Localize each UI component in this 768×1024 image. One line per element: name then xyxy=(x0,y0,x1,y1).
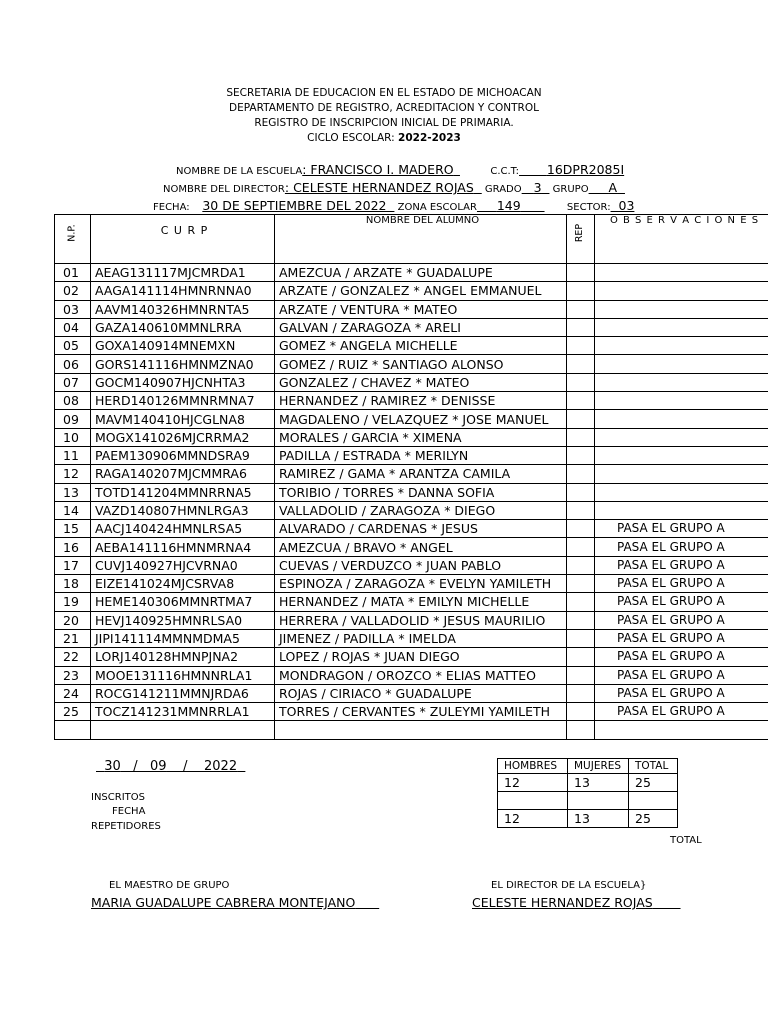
row-np: 09 xyxy=(55,410,91,428)
row-obs xyxy=(595,392,768,410)
row-nombre: JIMENEZ / PADILLA * IMELDA xyxy=(275,629,567,647)
ciclo-escolar xyxy=(0,131,768,146)
row-np: 10 xyxy=(55,428,91,446)
cct-label: C.C.T: xyxy=(490,166,520,177)
table-row xyxy=(55,483,768,501)
row-nombre: AMEZCUA / ARZATE * GUADALUPE xyxy=(275,264,567,282)
row-curp: GAZA140610MMNLRRA xyxy=(91,318,275,336)
hombres-header: HOMBRES xyxy=(498,759,568,774)
sector-value: 03 xyxy=(618,198,635,213)
ciclo-label: CICLO ESCOLAR: xyxy=(307,132,395,144)
director-label-footer: EL DIRECTOR DE LA ESCUELA} xyxy=(491,880,647,891)
row-nombre: MORALES / GARCIA * XIMENA xyxy=(275,428,567,446)
rep-mujeres xyxy=(568,792,629,810)
header-line-1: SECRETARIA DE EDUCACION EN EL ESTADO DE MICHOACAN xyxy=(226,87,542,99)
row-rep xyxy=(567,575,595,593)
table-row xyxy=(55,648,768,666)
row-np: 19 xyxy=(55,593,91,611)
row-obs xyxy=(595,318,768,336)
row-obs xyxy=(595,300,768,318)
empty-cell xyxy=(567,721,595,739)
row-rep xyxy=(567,410,595,428)
row-np: 12 xyxy=(55,465,91,483)
table-row-empty xyxy=(55,721,768,739)
curp-header: C U R P xyxy=(91,215,275,264)
date-day: 30 xyxy=(104,759,121,774)
row-rep xyxy=(567,684,595,702)
table-row xyxy=(55,520,768,538)
np-header-text: N.P. xyxy=(66,224,78,242)
row-curp: RAGA140207MJCMMRA6 xyxy=(91,465,275,483)
row-np: 23 xyxy=(55,666,91,684)
row-rep xyxy=(567,703,595,721)
row-np: 08 xyxy=(55,392,91,410)
row-np: 02 xyxy=(55,282,91,300)
table-row xyxy=(55,629,768,647)
empty-cell xyxy=(595,721,768,739)
row-np: 21 xyxy=(55,629,91,647)
row-np: 01 xyxy=(55,264,91,282)
sector-label: SECTOR: xyxy=(566,202,611,213)
row-np: 03 xyxy=(55,300,91,318)
row-nombre: GONZALEZ / CHAVEZ * MATEO xyxy=(275,373,567,391)
row-obs: PASA EL GRUPO A xyxy=(595,538,768,556)
inscritos-hombres: 12 xyxy=(498,774,568,792)
students-table xyxy=(54,214,768,740)
row-curp: LORJ140128HMNPJNA2 xyxy=(91,648,275,666)
row-nombre: HERNANDEZ / MATA * EMILYN MICHELLE xyxy=(275,593,567,611)
totals-header-row xyxy=(498,759,678,774)
row-nombre: CUEVAS / VERDUZCO * JUAN PABLO xyxy=(275,556,567,574)
maestro-label: EL MAESTRO DE GRUPO xyxy=(109,880,230,891)
row-nombre: ARZATE / VENTURA * MATEO xyxy=(275,300,567,318)
row-nombre: MONDRAGON / OROZCO * ELIAS MATTEO xyxy=(275,666,567,684)
row-np: 22 xyxy=(55,648,91,666)
row-np: 15 xyxy=(55,520,91,538)
table-row xyxy=(55,264,768,282)
inscritos-total: 25 xyxy=(629,774,678,792)
table-row xyxy=(55,611,768,629)
row-obs: PASA EL GRUPO A xyxy=(595,593,768,611)
empty-cell xyxy=(55,721,91,739)
row-rep xyxy=(567,282,595,300)
row-curp: HEVJ140925HMNRLSA0 xyxy=(91,611,275,629)
totals-table xyxy=(497,758,678,828)
table-row xyxy=(55,392,768,410)
fecha-value: 30 DE SEPTIEMBRE DEL 2022 xyxy=(202,198,387,213)
rep-header-text: REP xyxy=(574,223,586,243)
row-obs: PASA EL GRUPO A xyxy=(595,611,768,629)
row-rep xyxy=(567,465,595,483)
row-rep xyxy=(567,300,595,318)
date-month: 09 xyxy=(150,759,167,774)
row-nombre: PADILLA / ESTRADA * MERILYN xyxy=(275,446,567,464)
row-rep xyxy=(567,648,595,666)
table-row xyxy=(55,300,768,318)
ciclo-value: 2022-2023 xyxy=(398,132,461,144)
row-nombre: ROJAS / CIRIACO * GUADALUPE xyxy=(275,684,567,702)
row-nombre: TORRES / CERVANTES * ZULEYMI YAMILETH xyxy=(275,703,567,721)
empty-cell xyxy=(91,721,275,739)
row-curp: EIZE141024MJCSRVA8 xyxy=(91,575,275,593)
table-header-row xyxy=(55,215,768,264)
document-header xyxy=(0,86,768,146)
total-header: TOTAL xyxy=(629,759,678,774)
row-obs xyxy=(595,483,768,501)
director-value: : CELESTE HERNANDEZ ROJAS xyxy=(284,180,474,195)
row-nombre: MAGDALENO / VELAZQUEZ * JOSE MANUEL xyxy=(275,410,567,428)
row-np: 14 xyxy=(55,501,91,519)
row-obs xyxy=(595,410,768,428)
row-obs xyxy=(595,373,768,391)
row-curp: PAEM130906MMNDSRA9 xyxy=(91,446,275,464)
table-row xyxy=(55,446,768,464)
row-nombre: RAMIREZ / GAMA * ARANTZA CAMILA xyxy=(275,465,567,483)
row-nombre: ARZATE / GONZALEZ * ANGEL EMMANUEL xyxy=(275,282,567,300)
table-row xyxy=(55,684,768,702)
totals-row-repetidores xyxy=(498,792,678,810)
row-obs: PASA EL GRUPO A xyxy=(595,648,768,666)
row-curp: AEAG131117MJCMRDA1 xyxy=(91,264,275,282)
cct-value: 16DPR2085I xyxy=(546,162,625,177)
row-curp: TOTD141204MMNRRNA5 xyxy=(91,483,275,501)
row-rep xyxy=(567,501,595,519)
row-rep xyxy=(567,556,595,574)
row-curp: TOCZ141231MMNRRLA1 xyxy=(91,703,275,721)
row-obs xyxy=(595,465,768,483)
date-year: 2022 xyxy=(204,759,238,774)
row-obs xyxy=(595,501,768,519)
totals-row-total xyxy=(498,810,678,828)
table-row xyxy=(55,703,768,721)
row-nombre: GOMEZ * ANGELA MICHELLE xyxy=(275,337,567,355)
row-np: 16 xyxy=(55,538,91,556)
total-total: 25 xyxy=(629,810,678,828)
row-rep xyxy=(567,355,595,373)
mujeres-header: MUJERES xyxy=(568,759,629,774)
maestro-name xyxy=(91,895,379,910)
row-rep xyxy=(567,428,595,446)
row-curp: AAGA141114HMNRNNA0 xyxy=(91,282,275,300)
row-rep xyxy=(567,337,595,355)
row-obs: PASA EL GRUPO A xyxy=(595,575,768,593)
row-obs xyxy=(595,428,768,446)
np-header xyxy=(55,215,91,264)
row-np: 25 xyxy=(55,703,91,721)
rep-header xyxy=(567,215,595,264)
table-row xyxy=(55,373,768,391)
table-row xyxy=(55,575,768,593)
row-rep xyxy=(567,520,595,538)
school-name-row xyxy=(176,162,624,177)
row-obs: PASA EL GRUPO A xyxy=(595,703,768,721)
nombre-header: NOMBRE DEL ALUMNO xyxy=(275,215,567,264)
school-name-label: NOMBRE DE LA ESCUELA xyxy=(176,166,303,177)
row-rep xyxy=(567,392,595,410)
row-curp: AEBA141116HMNMRNA4 xyxy=(91,538,275,556)
row-curp: HERD140126MMNRMNA7 xyxy=(91,392,275,410)
row-obs: PASA EL GRUPO A xyxy=(595,520,768,538)
row-nombre: LOPEZ / ROJAS * JUAN DIEGO xyxy=(275,648,567,666)
row-rep xyxy=(567,483,595,501)
table-row xyxy=(55,428,768,446)
row-nombre: GALVAN / ZARAGOZA * ARELI xyxy=(275,318,567,336)
grupo-value: A xyxy=(608,180,618,195)
row-obs xyxy=(595,337,768,355)
table-row xyxy=(55,538,768,556)
table-row xyxy=(55,410,768,428)
row-curp: AAVM140326HMNRNTA5 xyxy=(91,300,275,318)
fecha-label-footer: FECHA xyxy=(112,806,146,817)
table-row xyxy=(55,501,768,519)
row-np: 24 xyxy=(55,684,91,702)
row-obs xyxy=(595,264,768,282)
fecha-row xyxy=(153,198,634,213)
repetidores-label: REPETIDORES xyxy=(91,821,161,832)
zona-label: ZONA ESCOLAR xyxy=(397,202,477,213)
row-nombre: VALLADOLID / ZARAGOZA * DIEGO xyxy=(275,501,567,519)
row-rep xyxy=(567,593,595,611)
row-nombre: AMEZCUA / BRAVO * ANGEL xyxy=(275,538,567,556)
zona-value: 149 xyxy=(496,198,521,213)
row-curp: JIPI141114MMNMDMA5 xyxy=(91,629,275,647)
grupo-label: GRUPO xyxy=(552,184,589,195)
total-label: TOTAL xyxy=(670,835,702,846)
row-np: 11 xyxy=(55,446,91,464)
director-row xyxy=(163,180,625,195)
row-np: 05 xyxy=(55,337,91,355)
footer-date: 30 / 09 / 2022 xyxy=(104,759,238,774)
total-mujeres: 13 xyxy=(568,810,629,828)
row-rep xyxy=(567,373,595,391)
row-curp: ROCG141211MMNJRDA6 xyxy=(91,684,275,702)
school-name-value: : FRANCISCO I. MADERO xyxy=(302,162,454,177)
row-obs xyxy=(595,446,768,464)
table-row xyxy=(55,355,768,373)
row-rep xyxy=(567,446,595,464)
row-obs: PASA EL GRUPO A xyxy=(595,556,768,574)
inscritos-label: INSCRITOS xyxy=(91,792,145,803)
row-nombre: TORIBIO / TORRES * DANNA SOFIA xyxy=(275,483,567,501)
row-rep xyxy=(567,666,595,684)
fecha-label: FECHA: xyxy=(153,202,190,213)
row-obs: PASA EL GRUPO A xyxy=(595,629,768,647)
row-np: 18 xyxy=(55,575,91,593)
row-rep xyxy=(567,538,595,556)
row-rep xyxy=(567,629,595,647)
row-rep xyxy=(567,264,595,282)
table-row xyxy=(55,556,768,574)
row-curp: MOGX141026MJCRRMA2 xyxy=(91,428,275,446)
table-row xyxy=(55,318,768,336)
totals-row-inscritos xyxy=(498,774,678,792)
maestro-name-text: MARIA GUADALUPE CABRERA MONTEJANO xyxy=(91,895,356,910)
row-curp: AACJ140424HMNLRSA5 xyxy=(91,520,275,538)
row-curp: HEME140306MMNRTMA7 xyxy=(91,593,275,611)
row-curp: GOXA140914MNEMXN xyxy=(91,337,275,355)
row-nombre: GOMEZ / RUIZ * SANTIAGO ALONSO xyxy=(275,355,567,373)
rep-total xyxy=(629,792,678,810)
director-name-text: CELESTE HERNANDEZ ROJAS xyxy=(472,895,653,910)
row-obs xyxy=(595,282,768,300)
row-curp: GORS141116HMNMZNA0 xyxy=(91,355,275,373)
inscritos-mujeres: 13 xyxy=(568,774,629,792)
table-row xyxy=(55,282,768,300)
row-obs: PASA EL GRUPO A xyxy=(595,684,768,702)
empty-cell xyxy=(275,721,567,739)
row-np: 13 xyxy=(55,483,91,501)
grado-label: GRADO xyxy=(484,184,522,195)
grado-value: 3 xyxy=(533,180,542,195)
row-curp: CUVJ140927HJCVRNA0 xyxy=(91,556,275,574)
row-curp: GOCM140907HJCNHTA3 xyxy=(91,373,275,391)
row-np: 06 xyxy=(55,355,91,373)
row-nombre: ESPINOZA / ZARAGOZA * EVELYN YAMILETH xyxy=(275,575,567,593)
row-np: 04 xyxy=(55,318,91,336)
row-np: 20 xyxy=(55,611,91,629)
director-name xyxy=(472,895,681,910)
row-rep xyxy=(567,318,595,336)
table-body xyxy=(55,264,768,721)
table-row xyxy=(55,337,768,355)
row-nombre: HERRERA / VALLADOLID * JESUS MAURILIO xyxy=(275,611,567,629)
row-curp: VAZD140807HMNLRGA3 xyxy=(91,501,275,519)
row-rep xyxy=(567,611,595,629)
row-np: 07 xyxy=(55,373,91,391)
row-curp: MAVM140410HJCGLNA8 xyxy=(91,410,275,428)
header-line-2: DEPARTAMENTO DE REGISTRO, ACREDITACION Y CONTROL xyxy=(229,102,539,114)
row-nombre: HERNANDEZ / RAMIREZ * DENISSE xyxy=(275,392,567,410)
total-hombres: 12 xyxy=(498,810,568,828)
header-line-3: REGISTRO DE INSCRIPCION INICIAL DE PRIMARIA. xyxy=(254,117,514,129)
table-row xyxy=(55,593,768,611)
row-np: 17 xyxy=(55,556,91,574)
table-row xyxy=(55,666,768,684)
row-nombre: ALVARADO / CARDENAS * JESUS xyxy=(275,520,567,538)
director-label: NOMBRE DEL DIRECTOR xyxy=(163,184,285,195)
row-obs: PASA EL GRUPO A xyxy=(595,666,768,684)
obs-header: O B S E R V A C I O N E S xyxy=(595,215,768,264)
row-curp: MOOE131116HMNNRLA1 xyxy=(91,666,275,684)
rep-hombres xyxy=(498,792,568,810)
table-row xyxy=(55,465,768,483)
row-obs xyxy=(595,355,768,373)
